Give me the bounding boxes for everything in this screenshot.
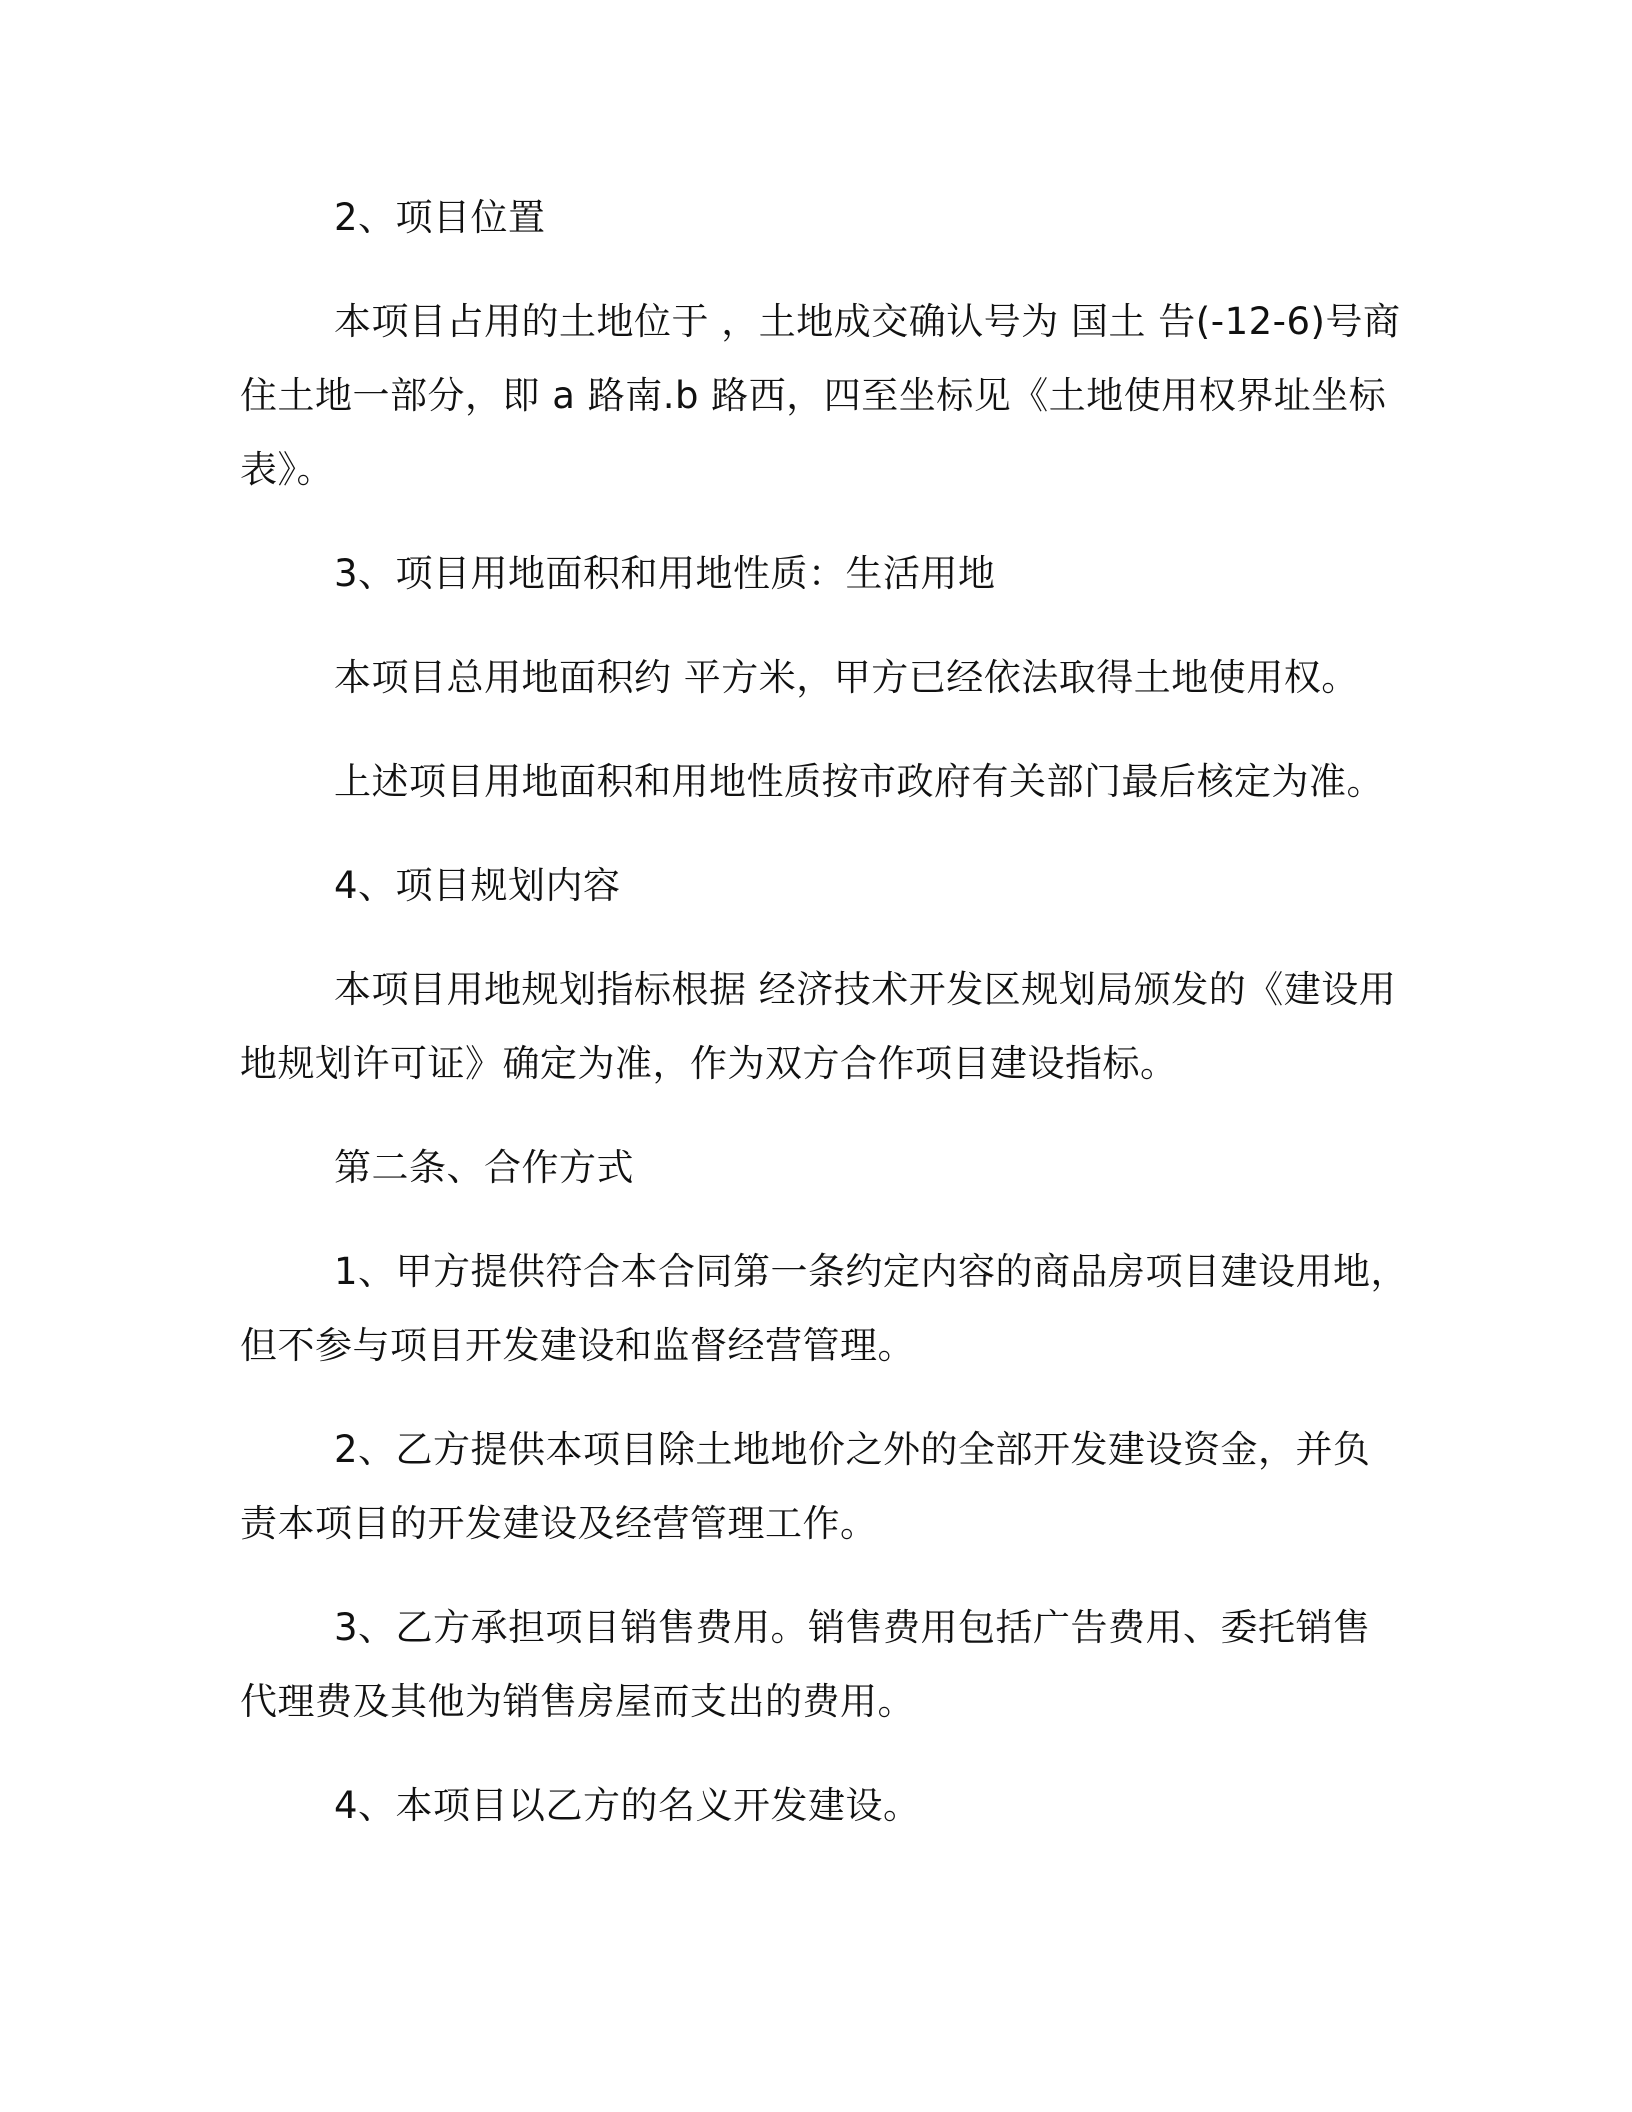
paragraph-line: 代理费及其他为销售房屋而支出的费用。: [240, 1680, 915, 1723]
heading-article-two: 第二条、合作方式: [334, 1146, 634, 1189]
paragraph-line: 表》。: [240, 448, 334, 491]
heading-project-location: 2、项目位置: [334, 196, 546, 239]
paragraph-line: 2、乙方提供本项目除土地地价之外的全部开发建设资金，并负: [334, 1428, 1371, 1471]
paragraph-line: 本项目总用地面积约 平方米，甲方已经依法取得土地使用权。: [334, 656, 1359, 699]
paragraph-line: 责本项目的开发建设及经营管理工作。: [240, 1502, 878, 1545]
paragraph-line: 本项目占用的土地位于 ，土地成交确认号为 国土 告(-12-6)号商: [334, 300, 1401, 343]
paragraph-line: 上述项目用地面积和用地性质按市政府有关部门最后核定为准。: [334, 760, 1384, 803]
paragraph-line: 住土地一部分，即 a 路南.b 路西，四至坐标见《土地使用权界址坐标: [240, 374, 1387, 417]
heading-land-area: 3、项目用地面积和用地性质：生活用地: [334, 552, 996, 595]
paragraph-line: 3、乙方承担项目销售费用。销售费用包括广告费用、委托销售: [334, 1606, 1371, 1649]
heading-planning-content: 4、项目规划内容: [334, 864, 621, 907]
paragraph-line: 1、甲方提供符合本合同第一条约定内容的商品房项目建设用地，: [334, 1250, 1409, 1293]
paragraph-line: 但不参与项目开发建设和监督经营管理。: [240, 1324, 915, 1367]
paragraph-line: 地规划许可证》确定为准，作为双方合作项目建设指标。: [240, 1042, 1178, 1085]
paragraph-line: 4、本项目以乙方的名义开发建设。: [334, 1784, 921, 1827]
paragraph-line: 本项目用地规划指标根据 经济技术开发区规划局颁发的《建设用: [334, 968, 1397, 1011]
